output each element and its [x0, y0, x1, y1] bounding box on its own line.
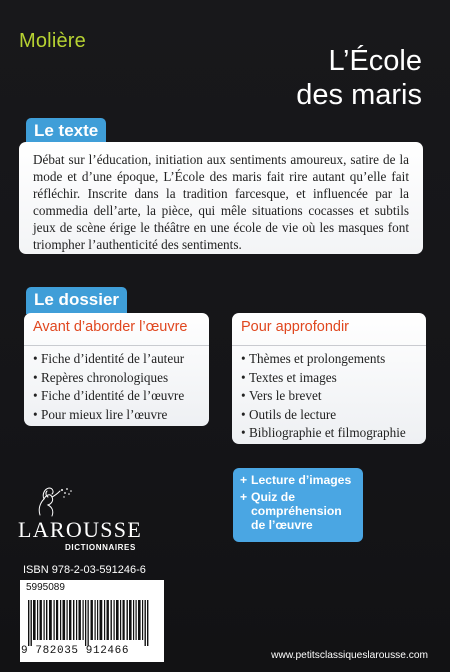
section-tag-texte: Le texte [26, 118, 106, 145]
list-item: • Outils de lecture [241, 406, 337, 422]
list-item: • Repères chronologiques [33, 369, 169, 385]
card-divider [24, 345, 209, 346]
website-link[interactable]: www.petitsclassiqueslarousse.com [271, 650, 428, 661]
section-tag-dossier: Le dossier [26, 287, 127, 314]
list-item: • Thèmes et prolongements [241, 351, 386, 366]
title-line-2-prefix: des [296, 79, 352, 111]
book-title [296, 44, 422, 112]
extras-item: + Lecture d’images [240, 473, 352, 487]
barcode-bars-icon [26, 600, 158, 646]
barcode-bottom-number: 9 782035 912466 [21, 645, 130, 657]
sower-logo-icon [18, 485, 78, 521]
larousse-logo [18, 485, 148, 555]
card-list [24, 350, 209, 424]
list-item: • Pour mieux lire l’œuvre [33, 406, 168, 422]
card-divider [232, 345, 426, 346]
plus-icon: + [240, 473, 248, 487]
title-line-2-word: maris [351, 79, 422, 111]
list-item: • Vers le brevet [241, 388, 322, 404]
list-item: • Fiche d’identité de l’auteur [33, 351, 185, 366]
publisher-subtitle: DICTIONNAIRES [65, 543, 136, 552]
extras-box [233, 468, 363, 542]
title-line-2 [296, 78, 422, 112]
card-heading: Avant d’aborder l’œuvre [33, 319, 188, 335]
publisher-name: LAROUSSE [18, 517, 143, 542]
barcode-top-number: 5995089 [26, 582, 65, 593]
card-heading: Pour approfondir [241, 319, 350, 335]
extras-item: + Quiz de compréhension de l’œuvre [240, 490, 342, 532]
summary-panel [19, 142, 423, 254]
card-avant-aborder [24, 313, 209, 426]
list-item: • Bibliographie et filmographie [241, 425, 406, 441]
list-item: • Textes et images [241, 369, 337, 385]
summary-paragraph: Débat sur l’éducation, initiation aux sentiments amoureux, satire de la mode et d’une époque, L’École des maris fait rire autant qu’elle fait réfléchir. Inscrite dans la tradition farcesque, et influencée par la commedia dell’arte, la pièce, qui mêle situations cocasses et subtils jeux de scène érige le théâtre en une école de vie où les masques font triompher l’authenticité des sentiments. [33, 152, 409, 252]
barcode [20, 580, 164, 662]
isbn-text: ISBN 978-2-03-591246-6 [23, 564, 146, 576]
card-pour-approfondir [232, 313, 426, 444]
card-list [232, 350, 426, 443]
plus-icon: + [240, 490, 248, 504]
title-line-1: L’École [328, 45, 422, 77]
list-item: • Fiche d’identité de l’œuvre [33, 388, 185, 404]
author-name: Molière [19, 30, 86, 52]
